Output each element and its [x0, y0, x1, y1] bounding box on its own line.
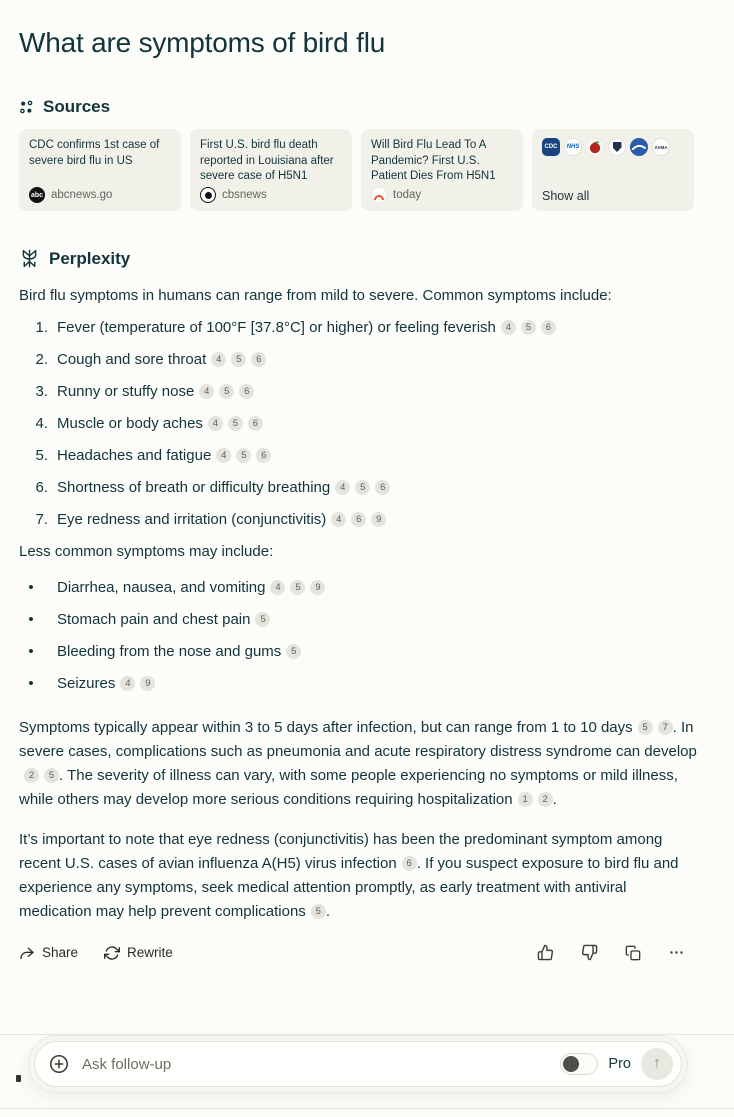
page-title: What are symptoms of bird flu: [19, 27, 386, 58]
citation-badge[interactable]: 4: [216, 448, 231, 463]
list-number: 1.: [35, 319, 48, 336]
answer-paragraph: Symptoms typically appear within 3 to 5 days after infection, but can range from 1 to 10 days 5 7 . In severe cases, complications such as pneumonia and acute respiratory distress syndrome can develop2 5 . The severity of illness can vary, with some people experiencing no symptoms or mild illness, while others may develop more serious conditions requiring hospitalization 1 2 .: [19, 719, 697, 808]
citation-badge[interactable]: 2: [24, 768, 39, 783]
citation-badge[interactable]: 6: [239, 384, 254, 399]
crest-shield: [613, 142, 622, 152]
nhs-favicon-text: NHS: [566, 144, 580, 150]
citation-badge[interactable]: 5: [286, 644, 301, 659]
list-item-text: Runny or stuffy nose: [57, 383, 195, 400]
citation-badge[interactable]: 5: [228, 416, 243, 431]
show-all-favicon-row: [542, 138, 684, 156]
answer-header-label: Perplexity: [49, 248, 131, 268]
cdc-favicon: CDC: [542, 138, 560, 156]
sources-header: [19, 97, 715, 117]
citation-badge[interactable]: 6: [248, 416, 263, 431]
list-item-text: Stomach pain and chest pain: [57, 611, 251, 628]
perplexity-logo-icon: [19, 248, 40, 269]
list-item-text: Seizures: [57, 675, 116, 692]
list-bullet: •: [28, 611, 34, 628]
source-card-footer: [371, 187, 513, 203]
citation-badge[interactable]: 5: [638, 720, 653, 735]
citation-badge[interactable]: 5: [355, 480, 370, 495]
action-bar-left: [19, 945, 173, 961]
submit-arrow-button[interactable]: [641, 1048, 673, 1080]
bullet-list-item: [19, 604, 715, 636]
numbered-list-item: [19, 440, 715, 472]
numbered-list-item: [19, 472, 715, 504]
section-divider-bottom: [0, 1108, 734, 1109]
source-card[interactable]: [190, 129, 352, 211]
numbered-list-item: [19, 408, 715, 440]
pro-cluster: [560, 1048, 673, 1080]
list-number: 5.: [35, 447, 48, 464]
list-item-text: Headaches and fatigue: [57, 447, 212, 464]
followup-inner: [34, 1041, 682, 1087]
share-icon: [19, 945, 35, 961]
ask-followup-input[interactable]: [82, 1056, 548, 1073]
symptom-numbered-list: [19, 312, 715, 536]
followup-bar: [28, 1035, 688, 1093]
citation-badge[interactable]: 4: [199, 384, 214, 399]
citation-badge[interactable]: 6: [256, 448, 271, 463]
citation-badge[interactable]: 9: [310, 580, 325, 595]
more-options-button[interactable]: [668, 944, 685, 961]
citation-badge[interactable]: 4: [335, 480, 350, 495]
pro-label[interactable]: Pro: [608, 1056, 631, 1072]
bullet-list-item: [19, 668, 715, 700]
citation-badge[interactable]: 2: [538, 792, 553, 807]
rewrite-button[interactable]: [104, 945, 173, 961]
citation-badge[interactable]: 5: [255, 612, 270, 627]
list-bullet: •: [28, 675, 34, 692]
cbs-eye-dot: [205, 192, 212, 199]
citation-badge[interactable]: 4: [501, 320, 516, 335]
list-item-text: Diarrhea, nausea, and vomiting: [57, 579, 266, 596]
source-card-title: First U.S. bird flu death reported in Louisiana after severe case of H5N1: [200, 139, 334, 182]
today-favicon: [371, 187, 387, 203]
attach-plus-button[interactable]: [48, 1053, 70, 1075]
citation-badge[interactable]: 6: [402, 856, 417, 871]
citation-badge[interactable]: 5: [521, 320, 536, 335]
citation-badge[interactable]: 6: [541, 320, 556, 335]
source-card-title: CDC confirms 1st case of severe bird flu in US: [29, 139, 160, 167]
up-arrow-icon: ↑: [653, 1055, 661, 1072]
abc-favicon: abc: [29, 187, 45, 203]
citation-badge[interactable]: 6: [351, 512, 366, 527]
crest-favicon: [608, 138, 626, 156]
numbered-list-item: [19, 376, 715, 408]
share-button[interactable]: [19, 945, 78, 961]
source-cards: [19, 129, 715, 211]
today-sun-arc: [374, 195, 384, 200]
source-card-title: Will Bird Flu Lead To A Pandemic? First U.S. Patient Dies From H5N1: [371, 139, 496, 182]
source-card[interactable]: [361, 129, 523, 211]
answer-header: [19, 248, 715, 269]
citation-badge[interactable]: 6: [251, 352, 266, 367]
swoosh-favicon: [630, 138, 648, 156]
avma-favicon: AVMA: [652, 138, 670, 156]
nhs-favicon: [564, 138, 582, 156]
citation-badge[interactable]: 4: [208, 416, 223, 431]
source-card-domain: today: [393, 189, 422, 201]
rewrite-button-label: Rewrite: [127, 945, 173, 960]
citation-badge[interactable]: 4: [120, 676, 135, 691]
sources-header-label: Sources: [43, 97, 111, 116]
source-card-footer: [29, 187, 171, 203]
citation-badge[interactable]: 5: [219, 384, 234, 399]
pro-toggle-knob: [563, 1056, 579, 1072]
answer-action-bar: [19, 944, 715, 961]
bullet-list-item: [19, 636, 715, 668]
list-item-text: Shortness of breath or difficulty breathing: [57, 479, 331, 496]
list-item-text: Eye redness and irritation (conjunctivitis): [57, 511, 327, 528]
source-card-domain: cbsnews: [222, 189, 267, 201]
bullet-list-item: [19, 572, 715, 604]
list-item-text: Muscle or body aches: [57, 415, 203, 432]
source-card[interactable]: [19, 129, 181, 211]
citation-badge[interactable]: 1: [518, 792, 533, 807]
sources-icon: [19, 100, 34, 115]
citation-badge[interactable]: 4: [331, 512, 346, 527]
citation-badge[interactable]: 5: [290, 580, 305, 595]
symptom-bullet-list: [19, 572, 715, 700]
list-item-text: Fever (temperature of 100°F [37.8°C] or higher) or feeling feverish: [57, 319, 496, 336]
show-all-card[interactable]: [532, 129, 694, 211]
thumbs-down-button[interactable]: [581, 944, 598, 961]
show-all-label: Show all: [542, 189, 590, 203]
citation-badge[interactable]: 5: [311, 904, 326, 919]
thumbs-up-button[interactable]: [537, 944, 554, 961]
citation-badge[interactable]: 4: [270, 580, 285, 595]
answer-intro: Bird flu symptoms in humans can range from mild to severe. Common symptoms include:: [19, 287, 612, 304]
hidden-content-fragment: [16, 1075, 21, 1082]
citation-badge[interactable]: 9: [371, 512, 386, 527]
list-bullet: •: [28, 643, 34, 660]
list-number: 4.: [35, 415, 48, 432]
citation-badge[interactable]: 7: [658, 720, 673, 735]
cbs-favicon: [200, 187, 216, 203]
list-bullet: •: [28, 579, 34, 596]
citation-badge[interactable]: 5: [236, 448, 251, 463]
numbered-list-item: [19, 344, 715, 376]
numbered-list-item: [19, 504, 715, 536]
source-card-footer: [200, 187, 342, 203]
citation-badge[interactable]: 5: [231, 352, 246, 367]
citation-badge[interactable]: 5: [44, 768, 59, 783]
list-number: 7.: [35, 511, 48, 528]
citation-badge[interactable]: 6: [375, 480, 390, 495]
numbered-list-item: [19, 312, 715, 344]
citation-badge[interactable]: 4: [211, 352, 226, 367]
list-number: 3.: [35, 383, 48, 400]
copy-button[interactable]: [625, 945, 641, 961]
rewrite-icon: [104, 945, 120, 961]
action-bar-right: [537, 944, 715, 961]
list-item-text: Cough and sore throat: [57, 351, 207, 368]
source-card-domain: abcnews.go: [51, 189, 113, 201]
list-number: 6.: [35, 479, 48, 496]
share-button-label: Share: [42, 945, 79, 960]
answer-paragraph: It’s important to note that eye redness (conjunctivitis) has been the predominant symptom among recent U.S. cases of avian influenza A(H5) virus infection 6 . If you suspect exposure to bird flu and experience any symptoms, seek medical attention promptly, as early treatment with antiviral medication may help prevent complications 5 .: [19, 831, 679, 920]
citation-badge[interactable]: 9: [140, 676, 155, 691]
list-item-text: Bleeding from the nose and gums: [57, 643, 282, 660]
answer-paragraphs: [19, 716, 715, 924]
apple-favicon: [586, 138, 604, 156]
list-number: 2.: [35, 351, 48, 368]
pro-toggle[interactable]: [560, 1053, 598, 1075]
less-common-intro: Less common symptoms may include:: [19, 543, 274, 560]
